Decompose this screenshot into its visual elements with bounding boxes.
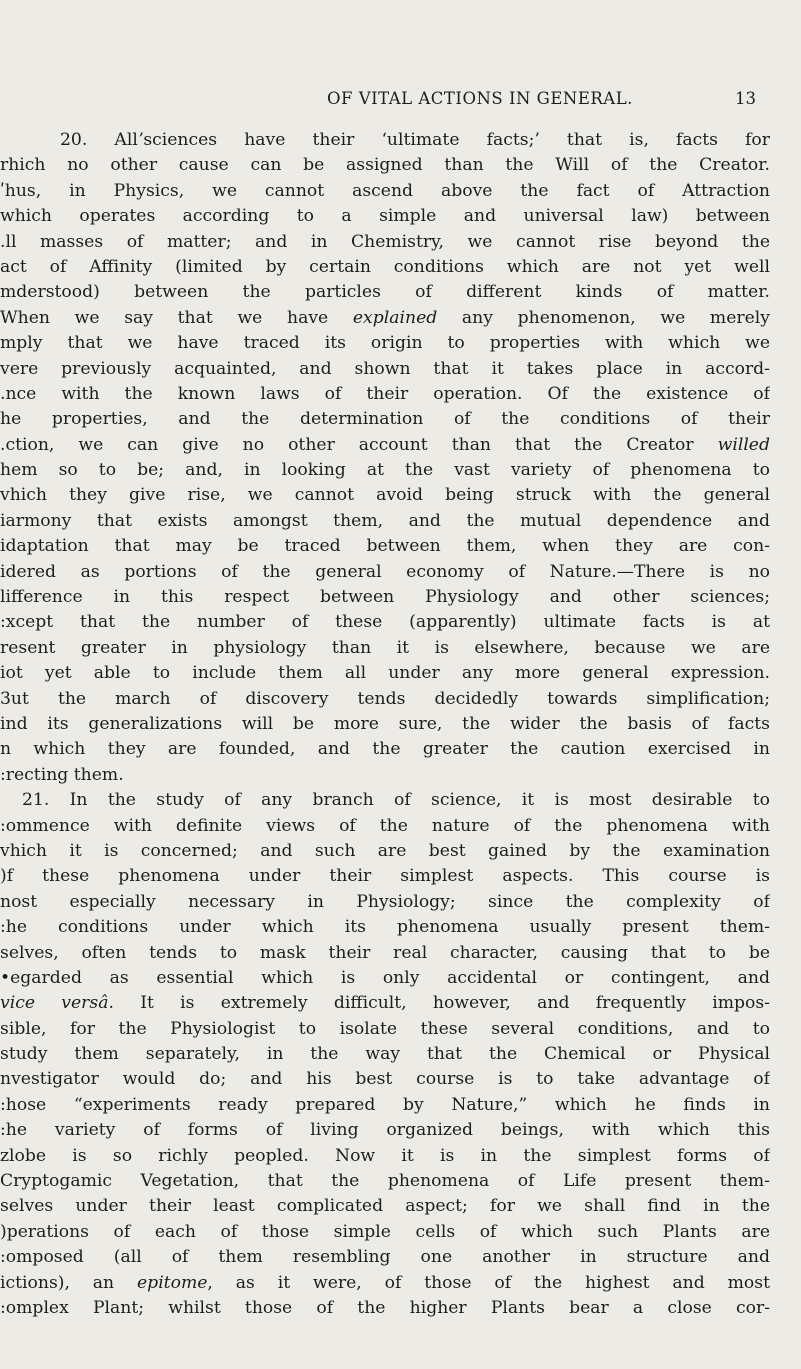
text-segment: act of Affinity (limited by certain conditions which are not yet well (0, 256, 770, 277)
text-segment: , as it were, of those of the highest and most (207, 1272, 770, 1293)
text-segment: ʼ (137, 130, 144, 150)
text-line (0, 560, 770, 585)
text-line (0, 839, 770, 864)
text-segment: mply that we have traced its origin to properties with which we (0, 333, 770, 354)
text-segment: )perations of each of those simple cells of which such Plants are (0, 1221, 770, 1242)
text-line (0, 966, 770, 991)
text-line (0, 814, 770, 839)
italic-text: willed (717, 434, 770, 455)
text-line (0, 636, 770, 661)
text-segment: nvestigator would do; and his best course is to take advantage of (0, 1069, 770, 1090)
page-number: 13 (735, 89, 756, 108)
text-segment: vhich they give rise, we cannot avoid being struck with the general (0, 485, 770, 506)
text-segment: vere previously acquainted, and shown that it takes place in accord- (0, 358, 770, 379)
text-line (0, 509, 770, 534)
text-line (0, 991, 770, 1016)
text-segment: It is extremely difficult, however, and frequently impos- (113, 993, 770, 1014)
text-line (0, 458, 770, 483)
text-segment: When we say that we have (0, 307, 353, 328)
text-segment: •egarded as essential which is only accidental or contingent, and (0, 967, 770, 988)
text-line (0, 153, 770, 178)
text-line (0, 890, 770, 915)
text-line (0, 1194, 770, 1219)
text-line (0, 1042, 770, 1067)
text-segment: iot yet able to include them all under any more general expression. (0, 663, 770, 684)
running-head (0, 89, 801, 113)
text-line (0, 1144, 770, 1169)
text-line (0, 610, 770, 635)
text-line (0, 179, 770, 204)
text-segment: nost especially necessary in Physiology; since the complexity of (0, 891, 770, 912)
text-line (0, 915, 770, 940)
text-segment: )f these phenomena under their simplest aspects. This course is (0, 866, 770, 887)
text-segment: zlobe is so richly peopled. Now it is in the simplest forms of (0, 1145, 770, 1166)
text-segment: any phenomenon, we merely (437, 307, 770, 328)
text-segment: :omposed (all of them resembling one another in structure and (0, 1247, 770, 1268)
text-segment: .ll masses of matter; and in Chemistry, we cannot rise beyond the (0, 231, 770, 252)
text-line (0, 1220, 770, 1245)
text-line (0, 585, 770, 610)
text-segment: idaptation that may be traced between them, when they are con- (0, 536, 770, 557)
text-segment: .nce with the known laws of their operation. Of the existence of (0, 383, 770, 404)
text-line (0, 1169, 770, 1194)
text-segment: 21. In the study of any branch of science, it is most desirable to (22, 790, 770, 811)
text-line (0, 483, 770, 508)
text-line (0, 357, 770, 382)
text-line (0, 712, 770, 737)
text-segment: sible, for the Physiologist to isolate these several conditions, and to (0, 1018, 770, 1039)
text-line (0, 1017, 770, 1042)
text-line (0, 788, 770, 813)
text-line (0, 306, 770, 331)
text-segment: .ction, we can give no other account than that the Creator (0, 434, 718, 455)
text-line (0, 128, 770, 153)
text-segment: iarmony that exists amongst them, and the mutual dependence and (0, 510, 770, 531)
text-line (0, 661, 770, 686)
text-segment: :he variety of forms of living organized beings, with which this (0, 1120, 770, 1141)
text-line (0, 433, 770, 458)
text-line (0, 331, 770, 356)
text-line (0, 255, 770, 280)
text-segment: :omplex Plant; whilst those of the higher Plants bear a close cor- (0, 1297, 770, 1318)
text-segment: resent greater in physiology than it is elsewhere, because we are (0, 637, 770, 658)
text-segment: he properties, and the determination of the conditions of their (0, 409, 770, 430)
running-title: OF VITAL ACTIONS IN GENERAL. (327, 89, 633, 108)
text-line (0, 1296, 770, 1321)
text-segment: selves, often tends to mask their real character, causing that to be (0, 942, 770, 963)
text-segment: rhich no other cause can be assigned than the Will of the Creator. (0, 155, 770, 176)
body-text (0, 128, 770, 1321)
text-segment: mderstood) between the particles of different kinds of matter. (0, 282, 770, 303)
text-segment: :xcept that the number of these (apparently) ultimate facts is at (0, 612, 770, 633)
text-line (0, 1271, 770, 1296)
text-segment: ictions), an (0, 1272, 138, 1293)
text-line (0, 1245, 770, 1270)
italic-text: epitome (137, 1272, 208, 1293)
text-segment: 3ut the march of discovery tends decidedly towards simplification; (0, 688, 770, 709)
text-segment: lifference in this respect between Physiology and other sciences; (0, 587, 770, 608)
text-segment: selves under their least complicated aspect; for we shall find in the (0, 1196, 770, 1217)
text-line (0, 382, 770, 407)
italic-text: explained (352, 307, 438, 328)
text-line (0, 1093, 770, 1118)
text-line (0, 687, 770, 712)
text-segment: study them separately, in the way that the Chemical or Physical (0, 1044, 770, 1065)
text-segment: :hose “experiments ready prepared by Nature,” which he finds in (0, 1094, 770, 1115)
italic-text: vice versâ. (0, 993, 114, 1014)
text-segment: which operates according to a simple and universal law) between (0, 206, 770, 227)
text-line (0, 1118, 770, 1143)
text-segment: n which they are founded, and the greater the caution exercised in (0, 739, 770, 760)
text-line (0, 204, 770, 229)
text-segment: :recting them. (0, 764, 124, 785)
text-line (0, 230, 770, 255)
text-line (0, 534, 770, 559)
text-line (0, 1067, 770, 1092)
text-line (0, 941, 770, 966)
text-segment: sciences have their ‘ultimate facts;’ that is, facts for (143, 130, 770, 150)
text-segment: vhich it is concerned; and such are best gained by the examination (0, 840, 770, 861)
text-line (0, 407, 770, 432)
text-line (0, 864, 770, 889)
text-segment: 20. All (60, 130, 138, 150)
text-segment: Cryptogamic Vegetation, that the phenomena of Life present them- (0, 1171, 770, 1192)
text-line (0, 737, 770, 762)
text-segment: :ommence with definite views of the nature of the phenomena with (0, 815, 770, 836)
text-segment: :he conditions under which its phenomena usually present them- (0, 917, 770, 938)
text-segment: ʹhus, in Physics, we cannot ascend above the fact of Attraction (0, 180, 770, 201)
text-line (0, 280, 770, 305)
text-segment: hem so to be; and, in looking at the vast variety of phenomena to (0, 460, 770, 481)
text-segment: ind its generalizations will be more sure, the wider the basis of facts (0, 713, 770, 734)
text-line (0, 763, 770, 788)
text-segment: idered as portions of the general economy of Nature.—There is no (0, 561, 770, 582)
